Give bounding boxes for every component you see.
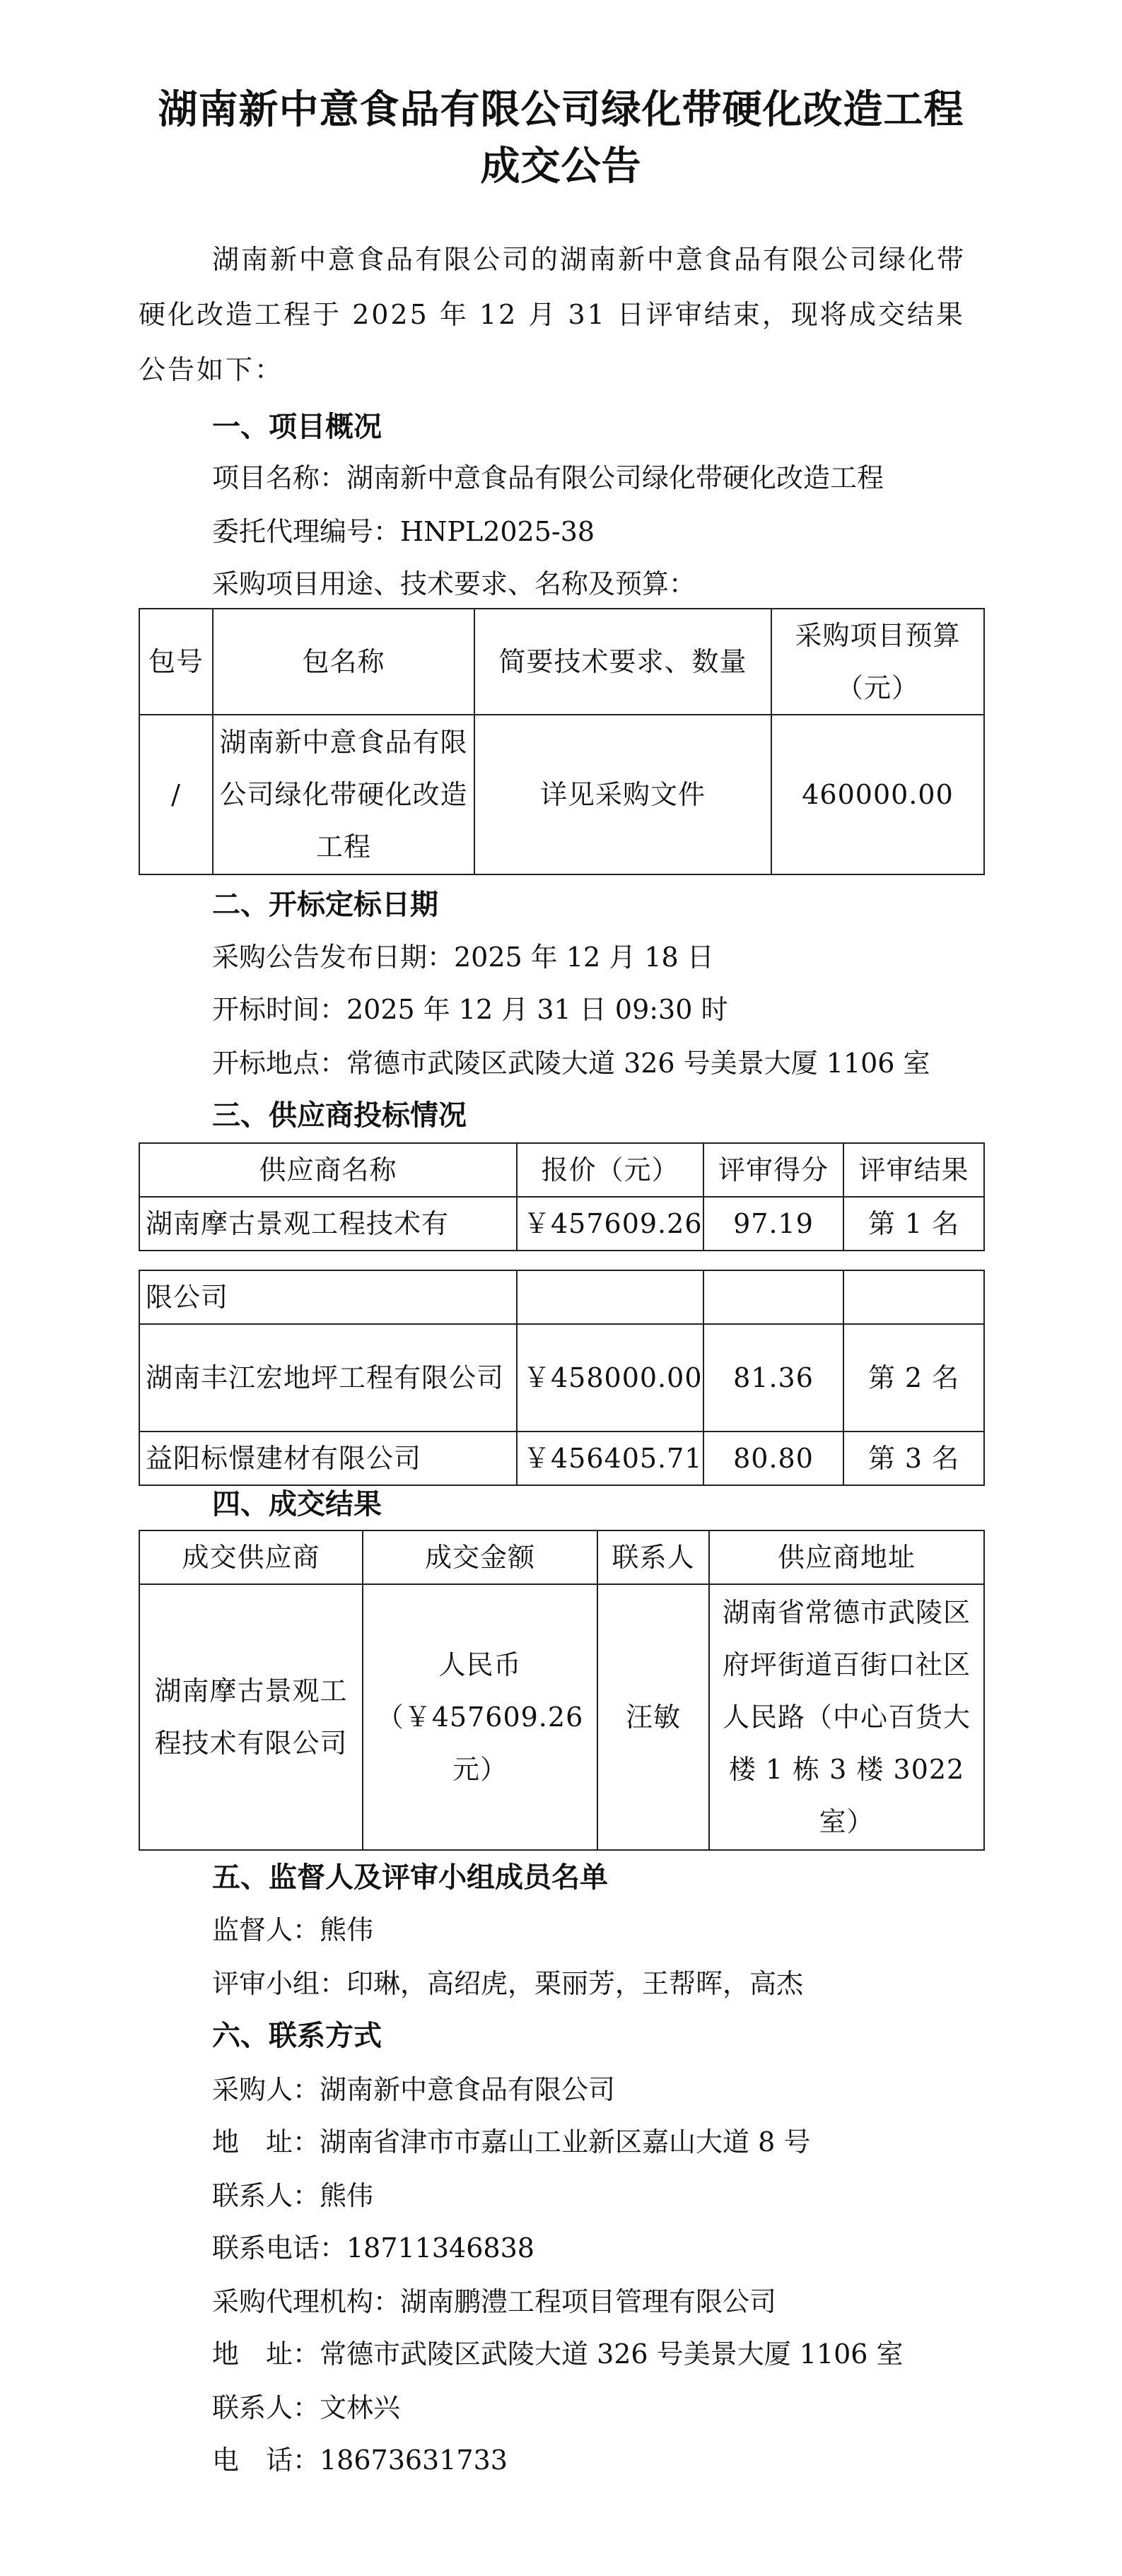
section6-heading: 六、联系方式	[212, 2020, 382, 2052]
header-score: 评审得分	[703, 1143, 843, 1197]
cell-contact: 汪敏	[597, 1584, 709, 1850]
table-row	[139, 1432, 984, 1485]
agency-code: 委托代理编号：HNPL2025-38	[212, 516, 595, 547]
cell-score: 81.36	[703, 1324, 843, 1432]
cell-winner: 湖南摩古景观工程技术有限公司	[139, 1584, 363, 1850]
cell-package-no: /	[139, 715, 213, 874]
intro-paragraph: 湖南新中意食品有限公司的湖南新中意食品有限公司绿化带硬化改造工程于 2025 年 12 月 31 日评审结束，现将成交结果公告如下：	[139, 244, 966, 385]
cell-supplier-name-cont: 限公司	[139, 1270, 517, 1324]
open-time: 开标时间：2025 年 12 月 31 日 09:30 时	[212, 994, 728, 1025]
document-title-line1: 湖南新中意食品有限公司绿化带硬化改造工程	[158, 87, 964, 133]
publish-date: 采购公告发布日期：2025 年 12 月 18 日	[212, 942, 714, 973]
agency-address: 地 址：常德市武陵区武陵大道 326 号美景大厦 1106 室	[212, 2338, 904, 2370]
review-panel: 评审小组：印琳，高绍虎，栗丽芳，王帮晖，高杰	[212, 1968, 804, 1999]
agency: 采购代理机构：湖南鹏澧工程项目管理有限公司	[212, 2286, 777, 2317]
budget-table-header	[139, 609, 984, 715]
agency-phone: 电 话：18673631733	[212, 2445, 508, 2476]
header-winner: 成交供应商	[139, 1530, 363, 1584]
purchaser-phone: 联系电话：18711346838	[212, 2232, 534, 2264]
project-name: 项目名称：湖南新中意食品有限公司绿化带硬化改造工程	[212, 462, 884, 493]
cell-address: 湖南省常德市武陵区府坪街道百街口社区人民路（中心百货大楼 1 栋 3 楼 3022 室）	[709, 1584, 984, 1850]
purchaser-address: 地 址：湖南省津市市嘉山工业新区嘉山大道 8 号	[212, 2126, 811, 2158]
section2-heading: 二、开标定标日期	[212, 889, 438, 921]
cell-score: 97.19	[703, 1197, 843, 1251]
cell-result: 第 3 名	[843, 1432, 984, 1485]
cell-result: 第 2 名	[843, 1324, 984, 1432]
award-table-header	[139, 1530, 984, 1584]
cell-budget: 460000.00	[771, 715, 984, 874]
bidders-table-part1	[139, 1142, 985, 1251]
table-row	[139, 1197, 984, 1251]
header-package-no: 包号	[139, 609, 213, 715]
cell-result: 第 1 名	[843, 1197, 984, 1251]
cell-quote: ￥458000.00	[517, 1324, 703, 1432]
purchaser: 采购人：湖南新中意食品有限公司	[212, 2074, 616, 2105]
section4-heading: 四、成交结果	[212, 1488, 382, 1521]
header-address: 供应商地址	[709, 1530, 984, 1584]
header-package-name: 包名称	[213, 609, 474, 715]
supervisor: 监督人：熊伟	[212, 1914, 374, 1945]
open-place: 开标地点：常德市武陵区武陵大道 326 号美景大厦 1106 室	[212, 1048, 930, 1079]
header-contact: 联系人	[597, 1530, 709, 1584]
section3-heading: 三、供应商投标情况	[212, 1099, 467, 1132]
cell-score: 80.80	[703, 1432, 843, 1485]
bidders-table-header	[139, 1143, 984, 1197]
cell-quote: ￥456405.71	[517, 1432, 703, 1485]
purchaser-contact: 联系人：熊伟	[212, 2180, 374, 2211]
cell-requirements: 详见采购文件	[474, 715, 771, 874]
bidders-table-part2	[139, 1270, 985, 1486]
header-quote: 报价（元）	[517, 1143, 703, 1197]
header-result: 评审结果	[843, 1143, 984, 1197]
header-supplier-name: 供应商名称	[139, 1143, 517, 1197]
agency-contact: 联系人：文林兴	[212, 2392, 401, 2423]
cell-supplier-name: 益阳标憬建材有限公司	[139, 1432, 517, 1485]
header-budget: 采购项目预算（元）	[771, 609, 984, 715]
table-row	[139, 1270, 984, 1324]
cell-supplier-name: 湖南丰江宏地坪工程有限公司	[139, 1324, 517, 1432]
section5-heading: 五、监督人及评审小组成员名单	[212, 1861, 608, 1894]
budget-table	[139, 608, 985, 875]
cell-amount: 人民币（￥457609.26 元）	[363, 1584, 597, 1850]
header-requirements: 简要技术要求、数量	[474, 609, 771, 715]
document-title-line2: 成交公告	[480, 144, 642, 189]
cell-package-name: 湖南新中意食品有限公司绿化带硬化改造工程	[213, 715, 474, 874]
usage-label: 采购项目用途、技术要求、名称及预算：	[212, 568, 696, 599]
cell-quote: ￥457609.26	[517, 1197, 703, 1251]
award-table	[139, 1530, 985, 1851]
section1-heading: 一、项目概况	[212, 411, 382, 443]
table-row	[139, 1584, 984, 1850]
cell-supplier-name: 湖南摩古景观工程技术有	[139, 1197, 517, 1251]
table-row	[139, 715, 984, 874]
table-row	[139, 1324, 984, 1432]
header-amount: 成交金额	[363, 1530, 597, 1584]
